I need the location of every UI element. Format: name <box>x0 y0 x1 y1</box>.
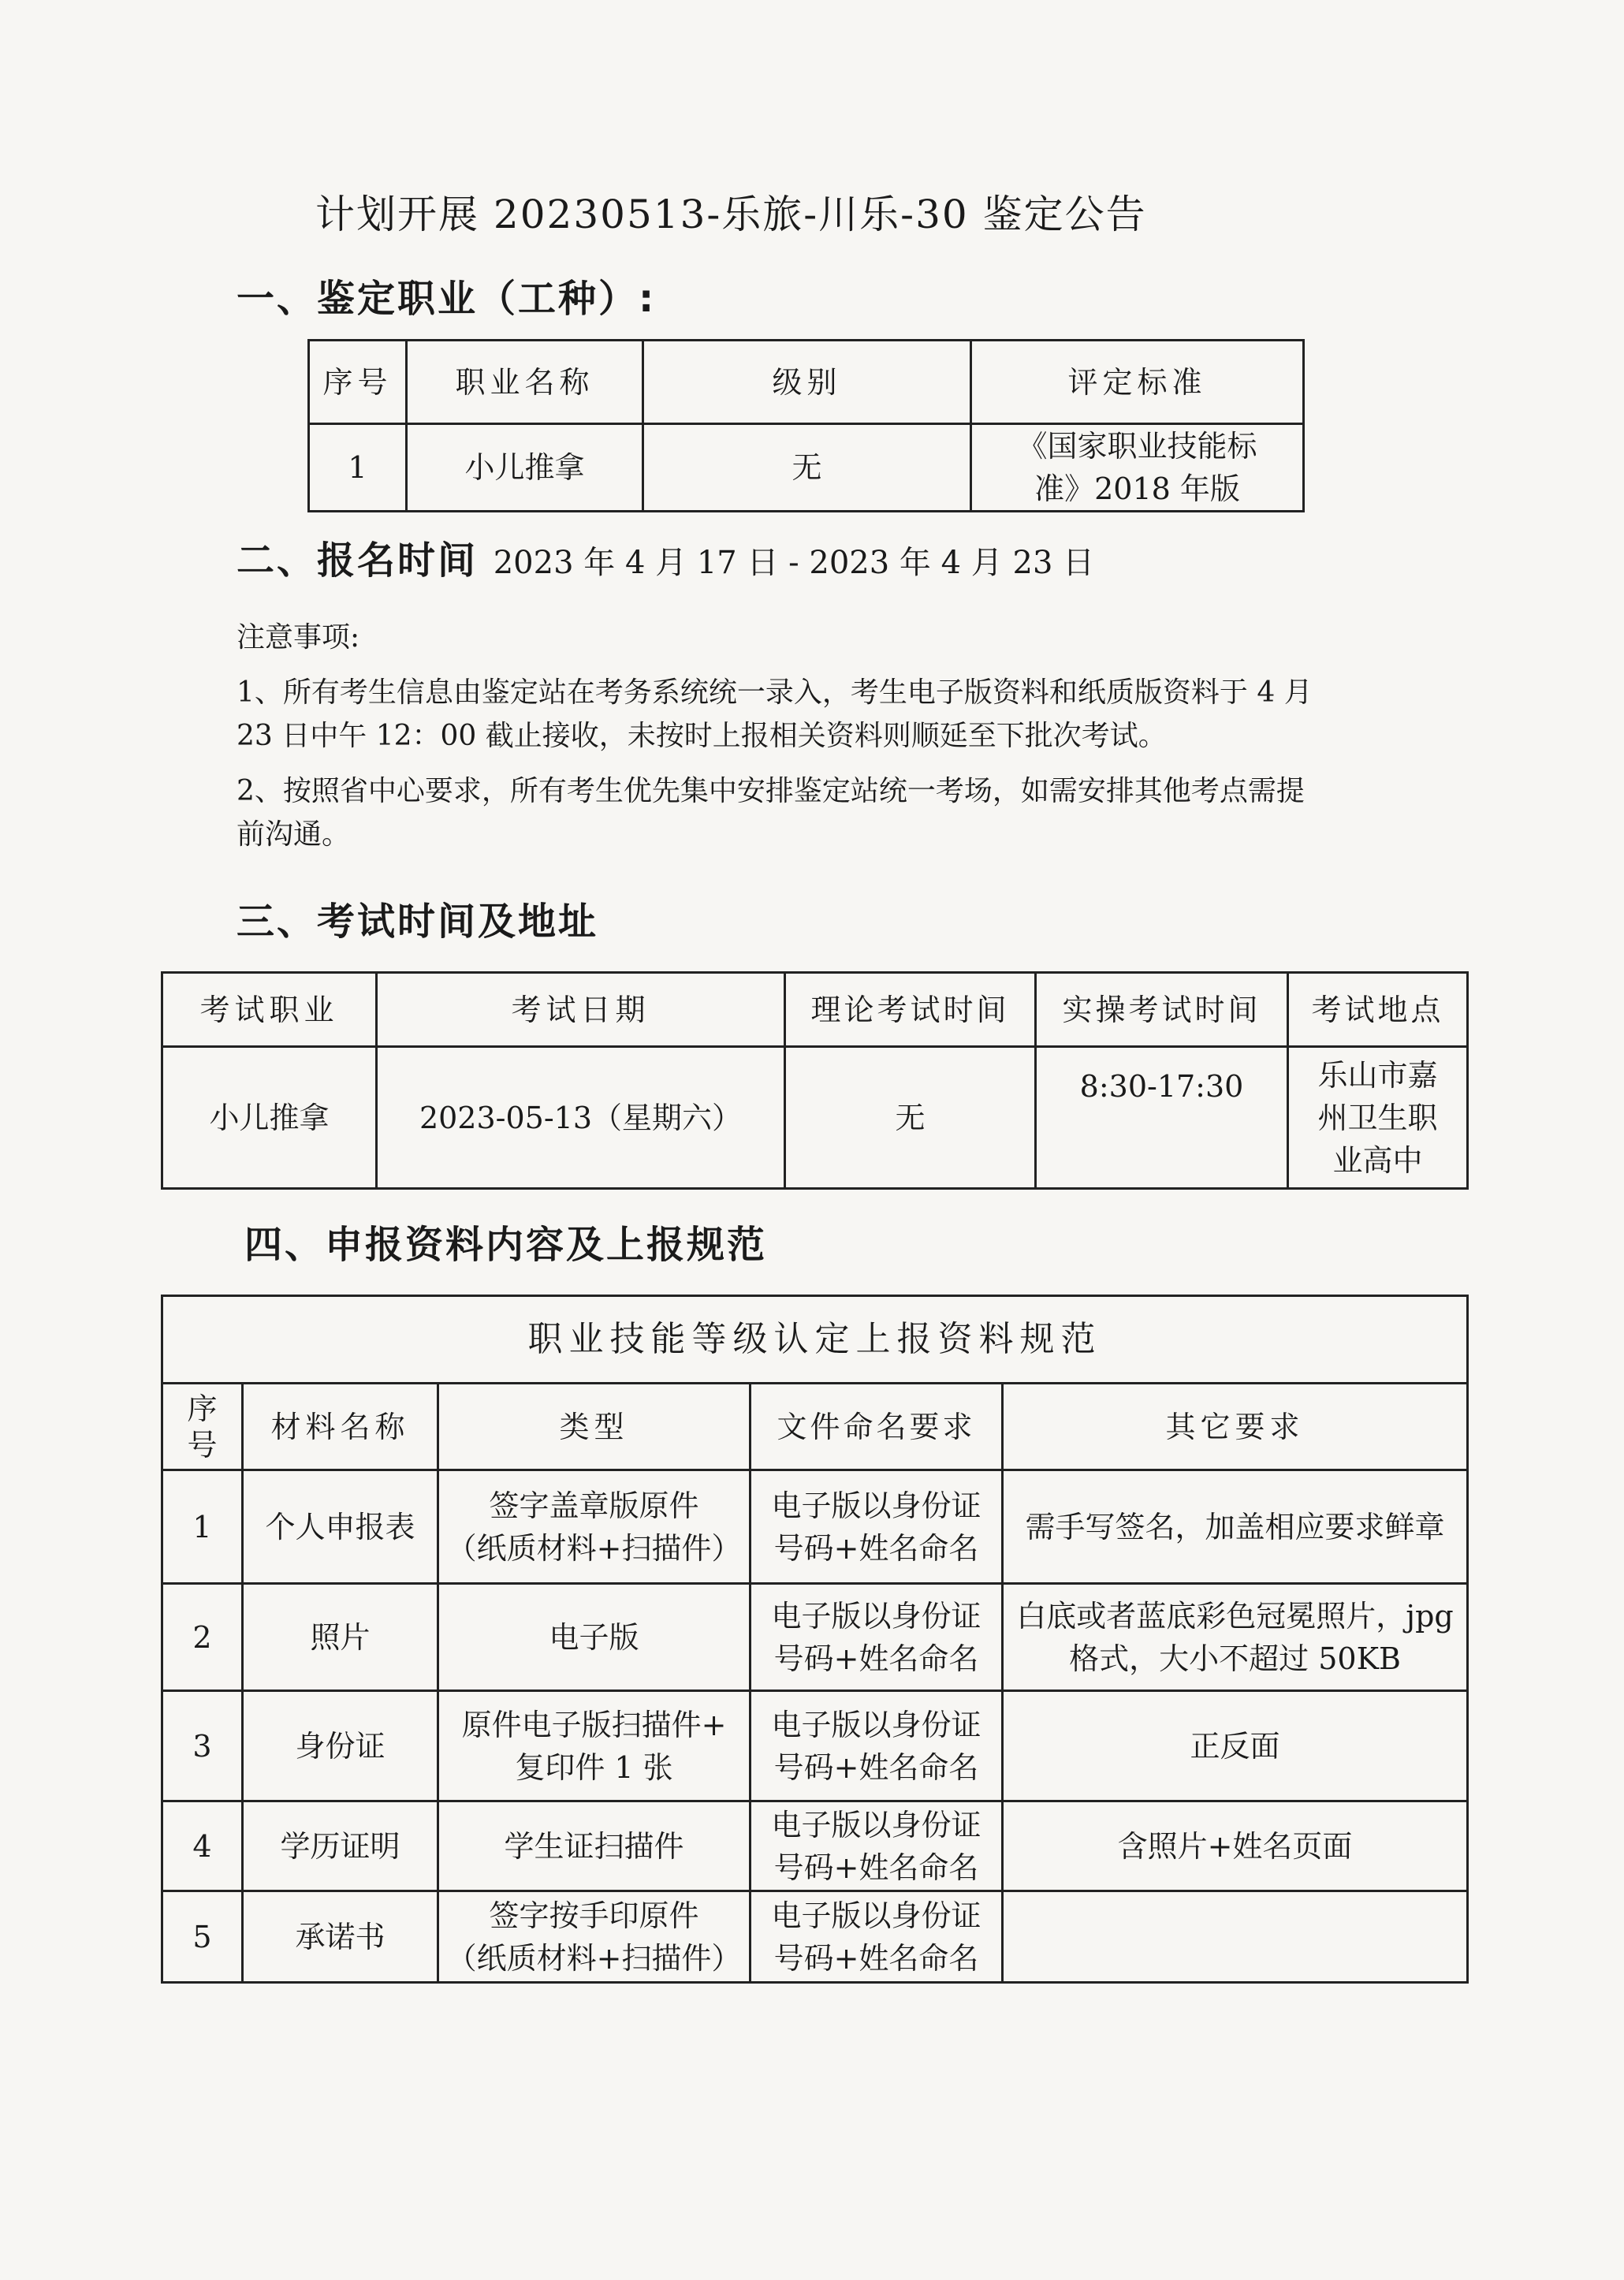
cell-type-line1: 电子版 <box>549 1619 639 1655</box>
cell-type <box>438 1584 751 1691</box>
cell-theory: 无 <box>785 1047 1036 1189</box>
cell-naming <box>751 1470 1003 1584</box>
note-2-line-1: 2、按照省中心要求，所有考生优先集中安排鉴定站统一考场，如需安排其他考点需提 <box>237 775 1305 807</box>
cell-place-line2: 州卫生职 <box>1317 1100 1438 1135</box>
table-row <box>162 1584 1468 1691</box>
cell-no: 5 <box>162 1891 243 1983</box>
cell-practice: 8:30-17:30 <box>1036 1047 1288 1189</box>
cell-place-line1: 乐山市嘉 <box>1317 1057 1438 1093</box>
cell-type <box>438 1801 751 1891</box>
cell-standard-line1: 《国家职业技能标 <box>1017 429 1257 464</box>
cell-naming-line2: 号码+姓名命名 <box>773 1850 979 1885</box>
cell-naming-line2: 号码+姓名命名 <box>773 1530 979 1566</box>
cell-material-name: 身份证 <box>243 1691 438 1801</box>
cell-no: 3 <box>162 1691 243 1801</box>
cell-type-line2: （纸质材料+扫描件） <box>446 1940 742 1976</box>
col-header-no-line2: 号 <box>187 1427 218 1462</box>
cell-naming-line2: 号码+姓名命名 <box>773 1641 979 1676</box>
cell-other-line1: 需手写签名，加盖相应要求鲜章 <box>1025 1509 1445 1544</box>
cell-material-name: 个人申报表 <box>243 1470 438 1584</box>
note-1-line-1: 1、所有考生信息由鉴定站在考务系统统一录入，考生电子版资料和纸质版资料于 4 月 <box>237 676 1313 709</box>
section2-heading: 二、报名时间 <box>237 538 479 583</box>
col-header-standard: 评定标准 <box>971 341 1304 424</box>
cell-material-name: 照片 <box>243 1584 438 1691</box>
document-title: 计划开展 20230513-乐旅-川乐-30 鉴定公告 <box>315 192 1147 237</box>
section3-heading: 三、考试时间及地址 <box>237 900 599 944</box>
cell-place <box>1288 1047 1468 1189</box>
col-header-name: 职业名称 <box>407 341 643 424</box>
cell-job: 小儿推拿 <box>162 1047 377 1189</box>
cell-no: 4 <box>162 1801 243 1891</box>
cell-type <box>438 1691 751 1801</box>
cell-level: 无 <box>643 424 971 512</box>
cell-naming-line1: 电子版以身份证 <box>771 1807 981 1842</box>
col-header-no <box>162 1384 243 1470</box>
cell-type-line1: 签字按手印原件 <box>489 1898 699 1933</box>
table-row <box>162 1891 1468 1983</box>
col-header-date: 考试日期 <box>377 973 785 1047</box>
cell-no: 1 <box>309 424 407 512</box>
col-header-naming: 文件命名要求 <box>751 1384 1003 1470</box>
cell-naming <box>751 1891 1003 1983</box>
cell-other-line1: 白底或者蓝底彩色冠冕照片，jpg <box>1016 1598 1454 1634</box>
cell-material-name: 学历证明 <box>243 1801 438 1891</box>
col-header-job: 考试职业 <box>162 973 377 1047</box>
occupation-table <box>307 339 1305 512</box>
cell-date: 2023-05-13（星期六） <box>377 1047 785 1189</box>
note-2-line-2: 前沟通。 <box>237 818 351 851</box>
cell-other <box>1003 1470 1468 1584</box>
section2-heading-line <box>237 530 1094 584</box>
table-row <box>162 1691 1468 1801</box>
col-header-no: 序号 <box>309 341 407 424</box>
cell-type <box>438 1470 751 1584</box>
col-header-no-line1: 序 <box>187 1391 218 1426</box>
cell-naming-line1: 电子版以身份证 <box>771 1707 981 1742</box>
cell-other-line1: 正反面 <box>1190 1728 1280 1764</box>
cell-other <box>1003 1691 1468 1801</box>
section4-heading: 四、申报资料内容及上报规范 <box>244 1223 768 1267</box>
cell-naming-line2: 号码+姓名命名 <box>773 1940 979 1976</box>
col-header-material-name: 材料名称 <box>243 1384 438 1470</box>
table-header-row <box>309 341 1304 424</box>
cell-other <box>1003 1584 1468 1691</box>
cell-naming <box>751 1691 1003 1801</box>
cell-name: 小儿推拿 <box>407 424 643 512</box>
cell-type <box>438 1891 751 1983</box>
cell-naming-line2: 号码+姓名命名 <box>773 1749 979 1785</box>
col-header-place: 考试地点 <box>1288 973 1468 1047</box>
exam-schedule-table <box>161 971 1469 1190</box>
materials-caption: 职业技能等级认定上报资料规范 <box>162 1296 1468 1384</box>
cell-other-line1: 含照片+姓名页面 <box>1117 1828 1353 1864</box>
table-row <box>162 1047 1468 1189</box>
cell-naming-line1: 电子版以身份证 <box>771 1598 981 1634</box>
cell-naming-line1: 电子版以身份证 <box>771 1898 981 1933</box>
registration-time: 2023 年 4 月 17 日 - 2023 年 4 月 23 日 <box>493 545 1095 581</box>
cell-naming-line1: 电子版以身份证 <box>771 1488 981 1523</box>
cell-no: 1 <box>162 1470 243 1584</box>
cell-type-line1: 学生证扫描件 <box>504 1828 684 1864</box>
materials-table <box>161 1295 1469 1984</box>
col-header-theory: 理论考试时间 <box>785 973 1036 1047</box>
section1-heading: 一、鉴定职业（工种）: <box>237 277 657 321</box>
col-header-practice: 实操考试时间 <box>1036 973 1288 1047</box>
materials-caption-row <box>162 1296 1468 1384</box>
table-row <box>309 424 1304 512</box>
cell-material-name: 承诺书 <box>243 1891 438 1983</box>
cell-standard-line2: 准》2018 年版 <box>1034 471 1240 506</box>
cell-naming <box>751 1584 1003 1691</box>
cell-naming <box>751 1801 1003 1891</box>
cell-type-line1: 签字盖章版原件 <box>489 1488 699 1523</box>
table-header-row <box>162 1384 1468 1470</box>
col-header-type: 类型 <box>438 1384 751 1470</box>
table-header-row <box>162 973 1468 1047</box>
cell-other <box>1003 1891 1468 1983</box>
cell-standard <box>971 424 1304 512</box>
cell-type-line2: 复印件 1 张 <box>515 1749 673 1785</box>
cell-type-line1: 原件电子版扫描件+ <box>461 1707 727 1742</box>
cell-no: 2 <box>162 1584 243 1691</box>
table-row <box>162 1470 1468 1584</box>
table-row <box>162 1801 1468 1891</box>
cell-type-line2: （纸质材料+扫描件） <box>446 1530 742 1566</box>
cell-other <box>1003 1801 1468 1891</box>
col-header-level: 级别 <box>643 341 971 424</box>
col-header-other: 其它要求 <box>1003 1384 1468 1470</box>
cell-other-line2: 格式，大小不超过 50KB <box>1069 1641 1401 1676</box>
note-1-line-2: 23 日中午 12：00 截止接收，未按时上报相关资料则顺延至下批次考试。 <box>237 720 1167 752</box>
notes-title: 注意事项: <box>237 621 360 654</box>
cell-place-line3: 业高中 <box>1332 1142 1423 1178</box>
